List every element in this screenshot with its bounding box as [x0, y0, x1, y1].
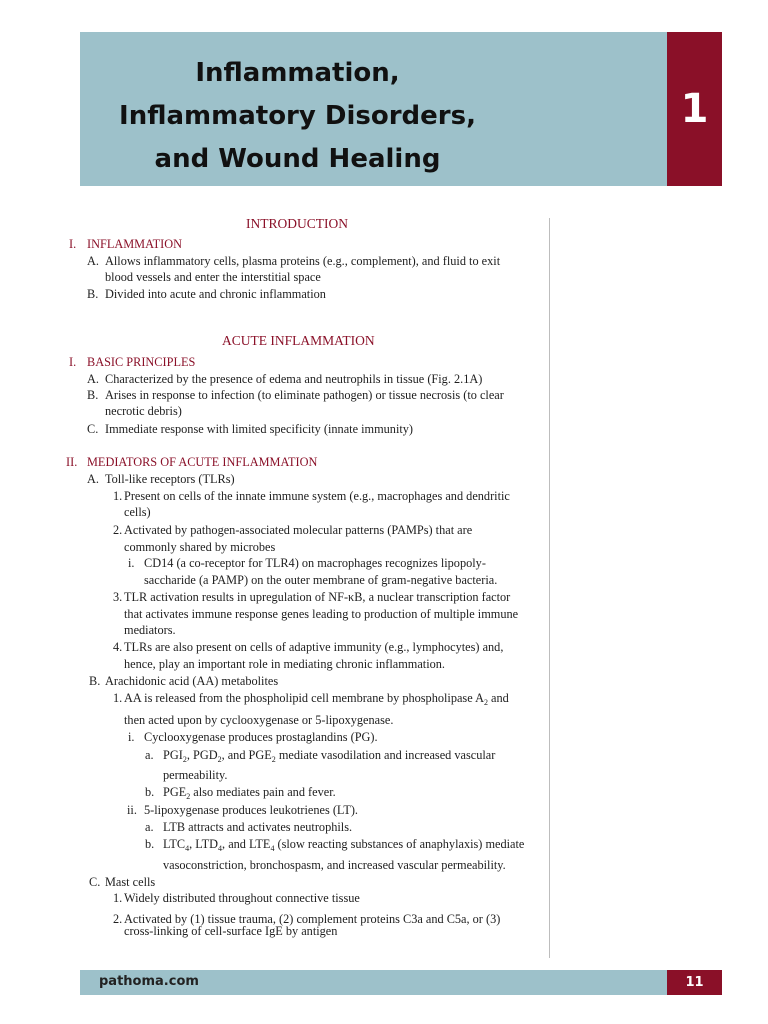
outline-text: commonly shared by microbes	[124, 540, 276, 554]
text-run: , LTD	[189, 837, 219, 851]
outline-text: necrotic debris)	[105, 404, 182, 418]
text-run: LTC	[163, 837, 186, 851]
outline-text: Activated by pathogen-associated molecular patterns (PAMPs) that are	[124, 523, 473, 537]
subscript: 2	[182, 755, 187, 764]
subscript: 4	[185, 844, 190, 853]
chapter-title	[80, 52, 515, 181]
outline-text: permeability.	[163, 768, 228, 782]
subscript: 4	[218, 844, 223, 853]
outline-text	[163, 784, 336, 800]
outline-text: Widely distributed throughout connective tissue	[124, 891, 360, 905]
outline-number: 2.	[113, 523, 123, 537]
outline-text: that activates immune response genes leading to production of multiple immune	[124, 607, 519, 621]
outline-number: C.	[89, 875, 101, 889]
outline-heading: BASIC PRINCIPLES	[87, 355, 196, 369]
outline-heading: MEDIATORS OF ACUTE INFLAMMATION	[87, 455, 318, 469]
text-run: , and PGE	[221, 748, 272, 762]
outline-text: mediators.	[124, 623, 176, 637]
outline-number: I.	[69, 355, 77, 369]
outline-number: 3.	[113, 590, 123, 604]
column-divider	[549, 218, 550, 958]
outline-number: b.	[145, 785, 155, 799]
footer-site-name: pathoma.com	[99, 974, 199, 989]
outline-number: II.	[66, 455, 78, 469]
outline-number: 4.	[113, 640, 123, 654]
outline-text	[163, 836, 524, 852]
outline-number: A.	[87, 254, 99, 268]
chapter-title-line: Inflammatory Disorders,	[119, 101, 476, 131]
outline-number: C.	[87, 422, 99, 436]
text-run: PGI	[163, 748, 183, 762]
outline-number: i.	[128, 556, 135, 570]
outline-number: B.	[87, 287, 99, 301]
outline-text: Activated by (1) tissue trauma, (2) complement proteins C3a and C5a, or (3)	[124, 912, 501, 926]
outline-number: I.	[69, 237, 77, 251]
text-run: PGE	[163, 785, 187, 799]
outline-text: saccharide (a PAMP) on the outer membrane of gram-negative bacteria.	[144, 573, 498, 587]
outline-text: TLR activation results in upregulation of NF-κB, a nuclear transcription factor	[124, 590, 511, 604]
outline-text: Mast cells	[105, 875, 156, 889]
outline-number: 1.	[113, 691, 123, 705]
outline-text	[124, 690, 509, 706]
chapter-title-line: and Wound Healing	[154, 144, 441, 174]
subscript: 2	[483, 698, 488, 707]
outline-text: Characterized by the presence of edema and neutrophils in tissue (Fig. 2.1A)	[105, 372, 483, 386]
outline-number: 1.	[113, 489, 123, 503]
outline-text: Immediate response with limited specificity (innate immunity)	[105, 422, 414, 436]
outline-text: 5-lipoxygenase produces leukotrienes (LT).	[144, 803, 358, 817]
outline-text: hence, play an important role in mediating chronic inflammation.	[124, 657, 445, 671]
outline-heading: INFLAMMATION	[87, 237, 182, 251]
text-run: also mediates pain and fever.	[190, 785, 336, 799]
outline-text: TLRs are also present on cells of adaptive immunity (e.g., lymphocytes) and,	[124, 640, 504, 654]
outline-number: b.	[145, 837, 155, 851]
outline-number: a.	[145, 820, 154, 834]
outline-text: blood vessels and enter the interstitial space	[105, 270, 321, 284]
text-run: mediate vasodilation and increased vascular	[275, 748, 496, 762]
section-heading-acute-inflammation: ACUTE INFLAMMATION	[222, 333, 375, 348]
outline-number: B.	[89, 674, 101, 688]
outline-text: Allows inflammatory cells, plasma proteins (e.g., complement), and fluid to exit	[105, 254, 501, 268]
outline-text: Arachidonic acid (AA) metabolites	[105, 674, 279, 688]
page-number: 11	[667, 970, 722, 995]
chapter-title-line: Inflammation,	[195, 58, 400, 88]
chapter-number: 1	[667, 32, 722, 186]
text-run: (slow reacting substances of anaphylaxis) mediate	[274, 837, 525, 851]
outline-number: i.	[128, 730, 135, 744]
text-run: AA is released from the phospholipid cell membrane by phospholipase A	[124, 691, 484, 705]
outline-text: CD14 (a co-receptor for TLR4) on macrophages recognizes lipopoly-	[144, 556, 486, 570]
outline-number: a.	[145, 748, 154, 762]
outline-number: B.	[87, 388, 99, 402]
outline-text: cross-linking of cell-surface IgE by antigen	[124, 924, 338, 938]
outline-number: 1.	[113, 891, 123, 905]
outline-text: Arises in response to infection (to eliminate pathogen) or tissue necrosis (to clear	[105, 388, 504, 402]
outline-text: Divided into acute and chronic inflammation	[105, 287, 326, 301]
outline-text: LTB attracts and activates neutrophils.	[163, 820, 353, 834]
outline-text: Toll-like receptors (TLRs)	[105, 472, 235, 486]
outline-text: vasoconstriction, bronchospasm, and increased vascular permeability.	[163, 858, 506, 872]
outline-number: A.	[87, 472, 99, 486]
outline-text: cells)	[124, 505, 151, 519]
text-run: , PGD	[186, 748, 218, 762]
outline-number: 2.	[113, 912, 123, 926]
outline-text: Present on cells of the innate immune system (e.g., macrophages and dendritic	[124, 489, 510, 503]
outline-number: A.	[87, 372, 99, 386]
text-run: and	[487, 691, 509, 705]
subscript: 2	[186, 792, 191, 801]
subscript: 2	[217, 755, 222, 764]
text-run: , and LTE	[222, 837, 271, 851]
section-heading-introduction: INTRODUCTION	[246, 216, 348, 231]
outline-text	[163, 747, 495, 763]
outline-number: ii.	[127, 803, 137, 817]
subscript: 2	[271, 755, 276, 764]
outline-text: Cyclooxygenase produces prostaglandins (PG).	[144, 730, 378, 744]
subscript: 4	[270, 844, 275, 853]
outline-text: then acted upon by cyclooxygenase or 5-lipoxygenase.	[124, 713, 394, 727]
